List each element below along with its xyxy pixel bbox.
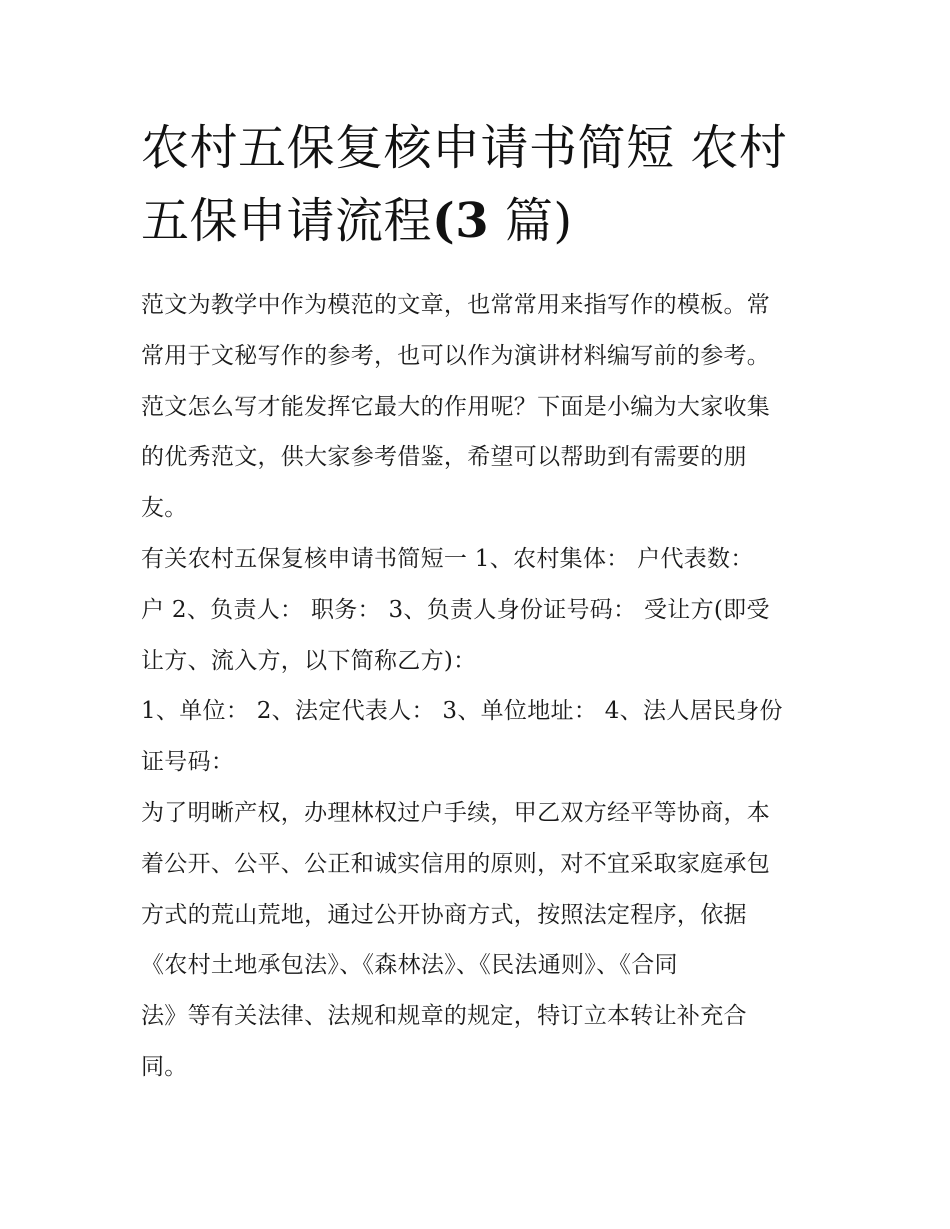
title-line-1: 农村五保复核申请书简短 农村 <box>141 120 788 176</box>
paragraph-line: 常用于文秘写作的参考，也可以作为演讲材料编写前的参考。 <box>141 342 771 369</box>
document-title <box>141 112 841 258</box>
title-line-2-text: 五保申请流程 <box>141 193 433 249</box>
paragraph-line: 范文为教学中作为模范的文章，也常常用来指写作的模板。常 <box>141 292 771 318</box>
paragraph-line: 的优秀范文，供大家参考借鉴，希望可以帮助到有需要的朋 <box>141 444 747 471</box>
paragraph-parties <box>141 534 821 686</box>
paragraph-line: 方式的荒山荒地，通过公开协商方式，按照法定程序，依据 <box>141 901 747 928</box>
paragraph-purpose <box>141 788 821 1093</box>
paragraph-line: 有关农村五保复核申请书简短一 1、农村集体： 户代表数： <box>141 545 754 572</box>
paragraph-unit-info <box>141 686 821 788</box>
paragraph-line: 证号码： <box>141 749 235 776</box>
title-line-2-count: (3 <box>432 193 490 249</box>
paragraph-intro <box>141 280 821 534</box>
paragraph-line: 1、单位： 2、法定代表人： 3、单位地址： 4、法人居民身份 <box>141 698 783 725</box>
paragraph-line: 范文怎么写才能发挥它最大的作用呢？下面是小编为大家收集 <box>141 393 771 420</box>
document-body <box>141 280 821 1093</box>
paragraph-line: 《农村土地承包法》、《森林法》、《民法通则》、《合同 <box>141 952 678 979</box>
paragraph-line: 着公开、公平、公正和诚实信用的原则，对不宜采取家庭承包 <box>141 850 771 877</box>
title-line-2 <box>141 185 841 258</box>
title-line-2-suffix: 篇) <box>489 193 573 249</box>
paragraph-line: 让方、流入方，以下简称乙方)： <box>141 647 477 674</box>
paragraph-line: 户 2、负责人： 职务： 3、负责人身份证号码： 受让方(即受 <box>141 596 770 623</box>
paragraph-line: 法》等有关法律、法规和规章的规定，特订立本转让补充合 <box>141 1003 747 1030</box>
paragraph-line: 同。 <box>141 1053 188 1080</box>
paragraph-line: 友。 <box>141 495 188 522</box>
paragraph-line: 为了明晰产权，办理林权过户手续，甲乙双方经平等协商，本 <box>141 799 771 826</box>
